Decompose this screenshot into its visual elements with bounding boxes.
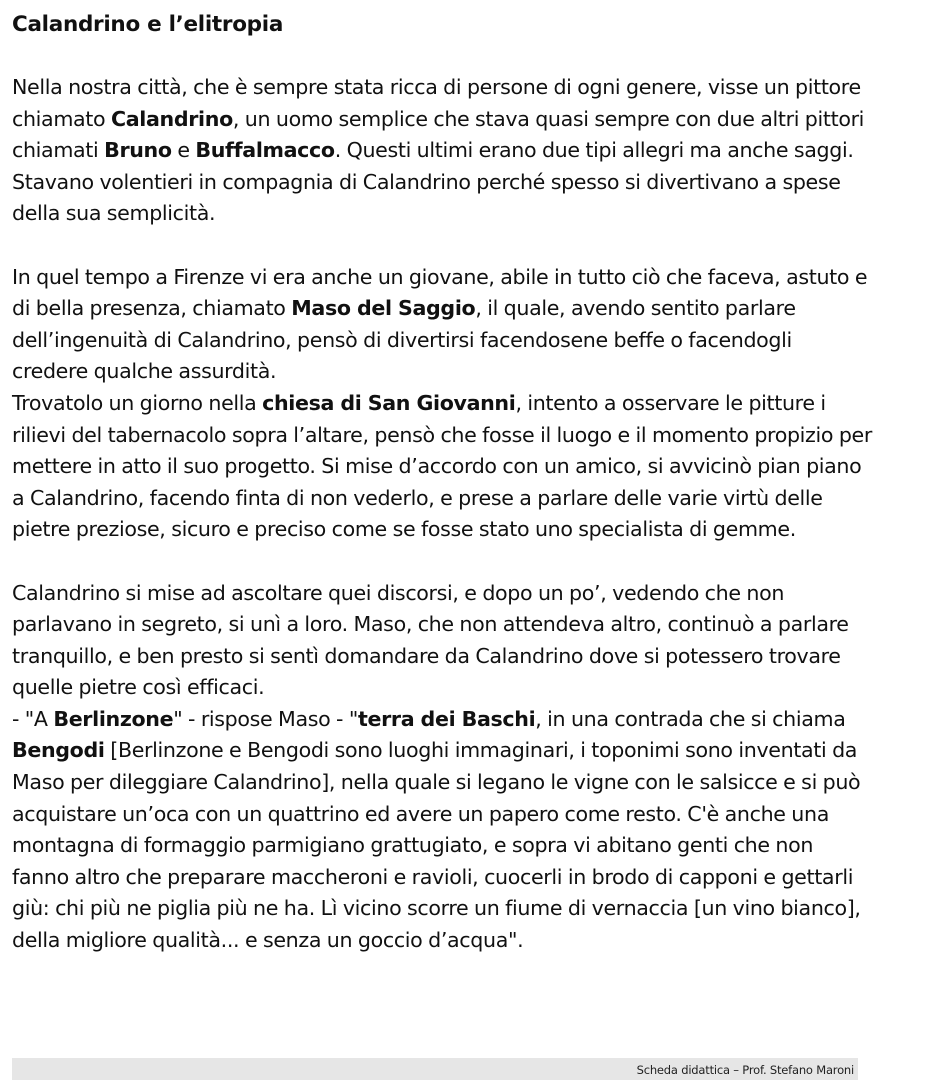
paragraph-2-text-1: In quel tempo a Firenze vi era anche un giovane, abile in tutto ciò che faceva, astuto e di bella presenza, chiamato	[12, 264, 868, 321]
name-maso-del-saggio: Maso del Saggio	[291, 296, 476, 321]
paragraph-1-text-2: , un uomo semplice che stava quasi sempre con due altri pittori chiamati	[12, 106, 865, 163]
name-buffalmacco: Buffalmacco	[195, 138, 335, 163]
footer-credit: Scheda didattica – Prof. Stefano Maroni	[636, 1063, 854, 1077]
paragraph-1-text-1: Nella nostra città, che è sempre stata ricca di persone di ogni genere, visse un pittore chiamato	[12, 75, 861, 131]
footer-bar	[12, 1058, 858, 1080]
paragraph-5-text-4: [Berlinzone e Bengodi sono luoghi immaginari, i toponimi sono inventati da Maso per dileggiare Calandrino], nella quale si legano le vigne con le salsicce e si può acquistare un’oca con un quattrino ed avere un papero come resto. C'è anche una montagna di formaggio parmigiano grattugiato, e sopra vi abitano genti che non fanno altro che preparare maccheroni e ravioli, cuocerli in brodo di capponi e gettarli giù: chi più ne piglia più ne ha. Lì vicino scorre un fiume di vernaccia [un vino bianco], della migliore qualità... e senza un goccio d’acqua".	[12, 738, 861, 953]
place-chiesa-san-giovanni: chiesa di San Giovanni	[262, 390, 516, 415]
paragraph-3-text-2: , intento a osservare le pitture i rilievi del tabernacolo sopra l’altare, pensò che fosse il luogo e il momento propizio per mettere in atto il suo progetto. Si mise d’accordo con un amico, si avvicinò pian piano a Calandrino, facendo finta di non vederlo, e prese a parlare delle varie virtù delle pietre preziose, sicuro e preciso come se fosse stato uno specialista di gemme.	[12, 390, 872, 542]
paragraph-5-text-1: - "A	[12, 706, 54, 731]
place-berlinzone: Berlinzone	[53, 706, 174, 731]
paragraph-1-text-3: e	[171, 138, 196, 163]
paragraph-1	[12, 72, 872, 230]
paragraph-2-text-2: , il quale, avendo sentito parlare dell’ingenuità di Calandrino, pensò di divertirsi facendosene beffe o facendogli credere qualche assurdità.	[12, 296, 796, 384]
place-bengodi: Bengodi	[12, 738, 105, 763]
name-bruno: Bruno	[104, 138, 172, 163]
paragraph-4	[12, 578, 872, 704]
paragraph-5-text-2: " - rispose Maso - "	[173, 706, 358, 731]
paragraph-5-text-3: , in una contrada che si chiama	[535, 706, 846, 731]
document-title: Calandrino e l’elitropia	[12, 12, 284, 37]
paragraph-4-text-1: Calandrino si mise ad ascoltare quei discorsi, e dopo un po’, vedendo che non parlavano in segreto, si unì a loro. Maso, che non attendeva altro, continuò a parlare tranquillo, e ben presto si sentì domandare da Calandrino dove si potessero trovare quelle pietre così efficaci.	[12, 580, 849, 700]
paragraph-3	[12, 388, 872, 546]
document-page	[12, 8, 872, 957]
paragraph-1-text-4: . Questi ultimi erano due tipi allegri ma anche saggi. Stavano volentieri in compagnia di Calandrino perché spesso si divertivano a spese della sua semplicità.	[12, 138, 854, 226]
paragraph-2	[12, 262, 872, 388]
name-calandrino: Calandrino	[110, 106, 233, 131]
paragraph-5	[12, 704, 872, 957]
place-terra-dei-baschi: terra dei Baschi	[357, 706, 536, 731]
paragraph-3-text-1: Trovatolo un giorno nella	[12, 390, 263, 415]
